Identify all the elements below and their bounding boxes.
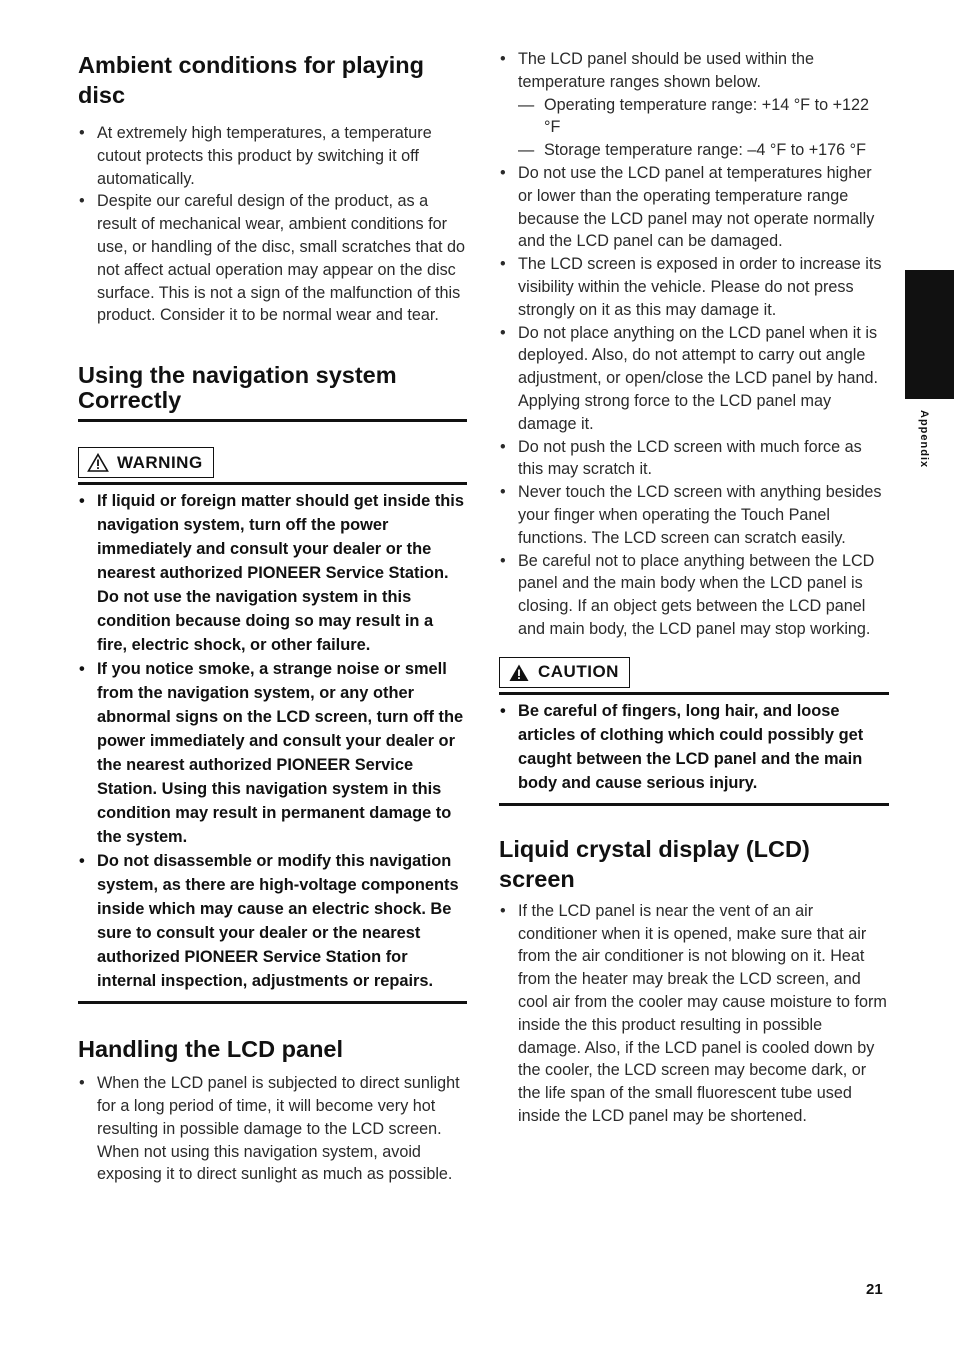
- ambient-heading: Ambient conditions for playing disc: [78, 52, 424, 108]
- list-item: • Be careful not to place anything between the LCD panel and the main body when the LCD panel is closing. If an object gets between the LCD panel and main body, the LCD panel may stop working.: [499, 550, 889, 641]
- warning-list: [78, 489, 467, 993]
- list-item: • If you notice smoke, a strange noise or smell from the navigation system, or any other abnormal signs on the LCD screen, turn off the power immediately and consult your dealer or the nearest authorized PIONEER Service Station. Using this navigation system in this condition may result in permanent damage to the system.: [78, 657, 467, 849]
- handling-list: [78, 1072, 467, 1186]
- list-item: • At extremely high temperatures, a temperature cutout protects this product by switching it off automatically.: [78, 122, 467, 190]
- temperature-ranges: [518, 94, 889, 162]
- divider: [78, 419, 467, 422]
- ambient-section: [78, 50, 467, 327]
- caution-label: CAUTION: [538, 662, 619, 682]
- lcd-list: [499, 900, 889, 1128]
- navigation-section: [78, 363, 467, 1004]
- list-item: • Despite our careful design of the product, as a result of mechanical wear, ambient conditions for use, or handling of the disc, small scratches that do not affect actual operation may appear on the disc surface. This is not a sign of the malfunction of this product. Consider it to be normal wear and tear.: [78, 190, 467, 327]
- list-item: • Do not use the LCD panel at temperatures higher or lower than the operating temperature range because the LCD panel may not operate normally and the LCD panel can be damaged.: [499, 162, 889, 253]
- right-column: [499, 48, 889, 1128]
- lcd-panel-list: [499, 48, 889, 641]
- ambient-list: [78, 122, 467, 327]
- list-item: • When the LCD panel is subjected to direct sunlight for a long period of time, it will become very hot resulting in possible damage to the LCD screen. When not using this navigation system, avoid exposing it to direct sunlight as much as possible.: [78, 1072, 467, 1186]
- caution-badge: [499, 657, 630, 688]
- warning-icon: [87, 453, 109, 472]
- handling-heading: Handling the LCD panel: [78, 1036, 344, 1063]
- navigation-heading: Using the navigation system Correctly: [78, 362, 397, 414]
- caution-badge-wrap: [499, 657, 889, 688]
- section-tab-label: Appendix: [918, 410, 930, 469]
- list-item: • The LCD screen is exposed in order to increase its visibility within the vehicle. Please do not press strongly on it as this may damage it.: [499, 253, 889, 321]
- lcd-section: [499, 834, 889, 1128]
- warning-badge-wrap: [78, 447, 467, 478]
- temperature-intro: The LCD panel should be used within the temperature ranges shown below.: [518, 50, 815, 91]
- list-item: • Do not place anything on the LCD panel when it is deployed. Also, do not attempt to carry out angle adjustment, or open/close the LCD panel by hand. Applying strong force to the LCD panel may damage it.: [499, 322, 889, 436]
- lcd-heading: Liquid crystal display (LCD) screen: [499, 835, 810, 892]
- handling-section: [78, 1034, 467, 1186]
- page-number: 21: [866, 1281, 883, 1298]
- divider: [499, 692, 889, 695]
- divider: [499, 803, 889, 806]
- section-tab: [905, 270, 954, 399]
- left-column: [78, 48, 467, 1186]
- range-item: — Operating temperature range: +14 °F to +122 °F: [518, 94, 889, 140]
- warning-badge: [78, 447, 214, 478]
- warning-label: WARNING: [117, 452, 203, 472]
- divider: [78, 1001, 467, 1004]
- list-item: • Never touch the LCD screen with anything besides your finger when operating the Touch Panel functions. The LCD screen can scratch easily.: [499, 481, 889, 549]
- list-item: • If the LCD panel is near the vent of an air conditioner when it is opened, make sure that air from the air conditioner is not blowing on it. Heat from the heater may break the LCD screen, and cool air from the cooler may cause moisture to form inside the this product resulting in possible damage. Also, if the LCD panel is cooled down by the cooler, the LCD screen may become dark, or the life span of the small fluorescent tube used inside the LCD panel may be shortened.: [499, 900, 889, 1128]
- list-item: • Do not disassemble or modify this navigation system, as there are high-voltage components inside which may cause an electric shock. Be sure to consult your dealer or the nearest authorized PIONEER Service Station for internal inspection, adjustments or repairs.: [78, 849, 467, 993]
- caution-list: [499, 699, 889, 795]
- divider: [78, 482, 467, 485]
- list-item: [499, 48, 889, 162]
- range-item: — Storage temperature range: –4 °F to +176 °F: [518, 139, 889, 162]
- caution-icon: [508, 663, 530, 682]
- list-item: • Do not push the LCD screen with much force as this may scratch it.: [499, 436, 889, 482]
- list-item: • Be careful of fingers, long hair, and loose articles of clothing which could possibly get caught between the LCD panel and the main body and cause serious injury.: [499, 699, 889, 795]
- list-item: • If liquid or foreign matter should get inside this navigation system, turn off the power immediately and consult your dealer or the nearest authorized PIONEER Service Station. Do not use the navigation system in this condition because doing so may result in a fire, electric shock, or other failure.: [78, 489, 467, 657]
